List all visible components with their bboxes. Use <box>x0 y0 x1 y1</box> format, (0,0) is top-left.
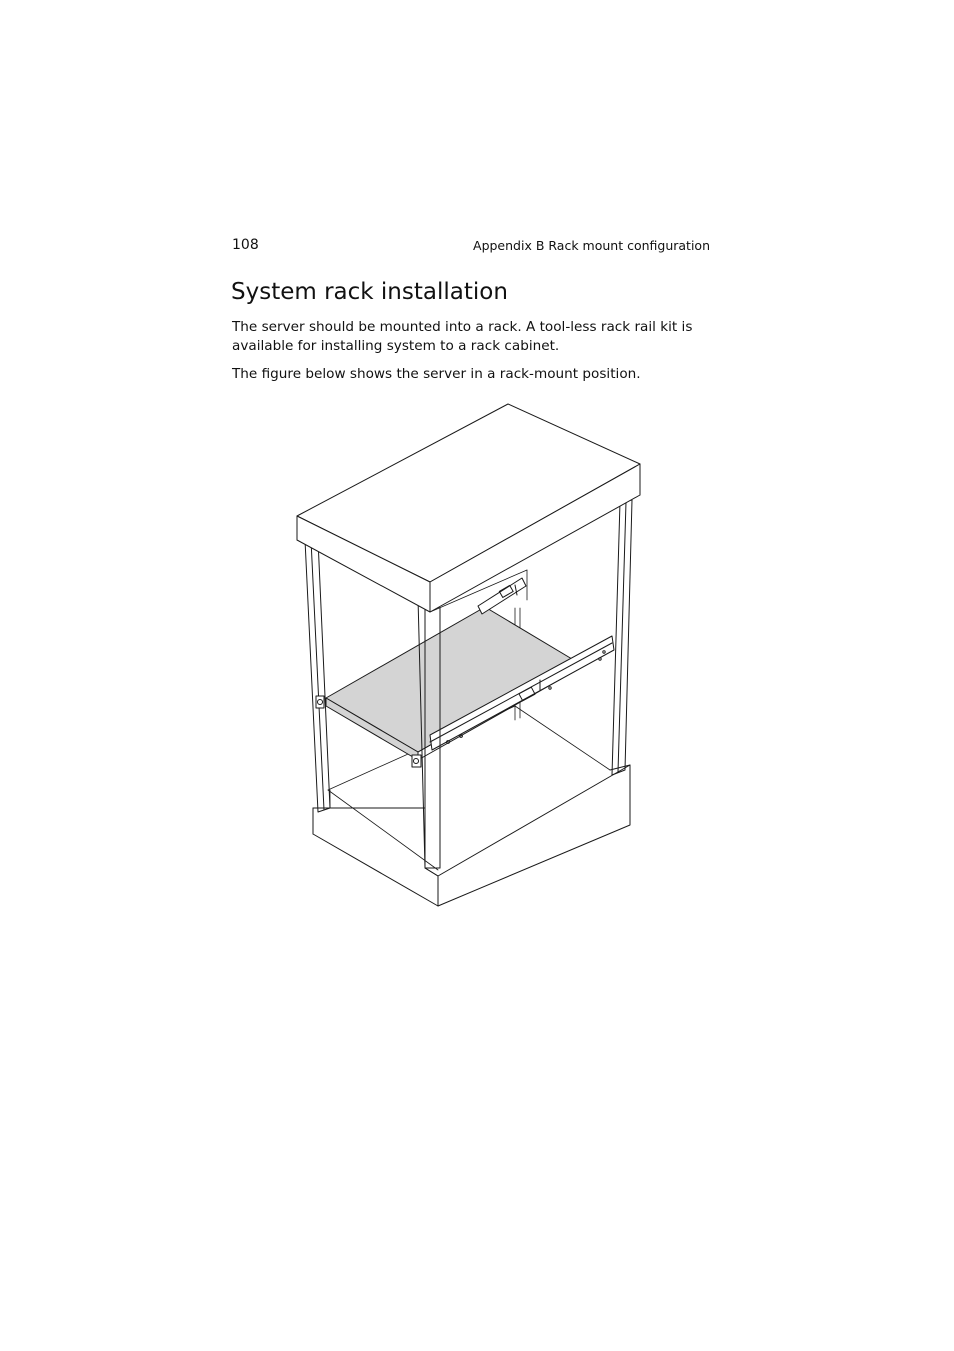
intro-paragraph: The server should be mounted into a rack. A tool-less rack rail kit is available for installing system to a rack cabinet. <box>232 319 693 354</box>
rack-base <box>313 765 630 906</box>
running-header: Appendix B Rack mount configuration <box>473 238 710 253</box>
rack-top <box>297 404 640 612</box>
page-number: 108 <box>232 237 259 253</box>
rack-post-rear-right <box>612 500 632 775</box>
rack-post-front-left <box>305 540 330 812</box>
figure-caption-paragraph: The figure below shows the server in a rack-mount position. <box>232 366 641 382</box>
rail-left-rear <box>478 578 526 614</box>
rack-illustration <box>290 398 650 910</box>
section-title: System rack installation <box>231 279 508 305</box>
